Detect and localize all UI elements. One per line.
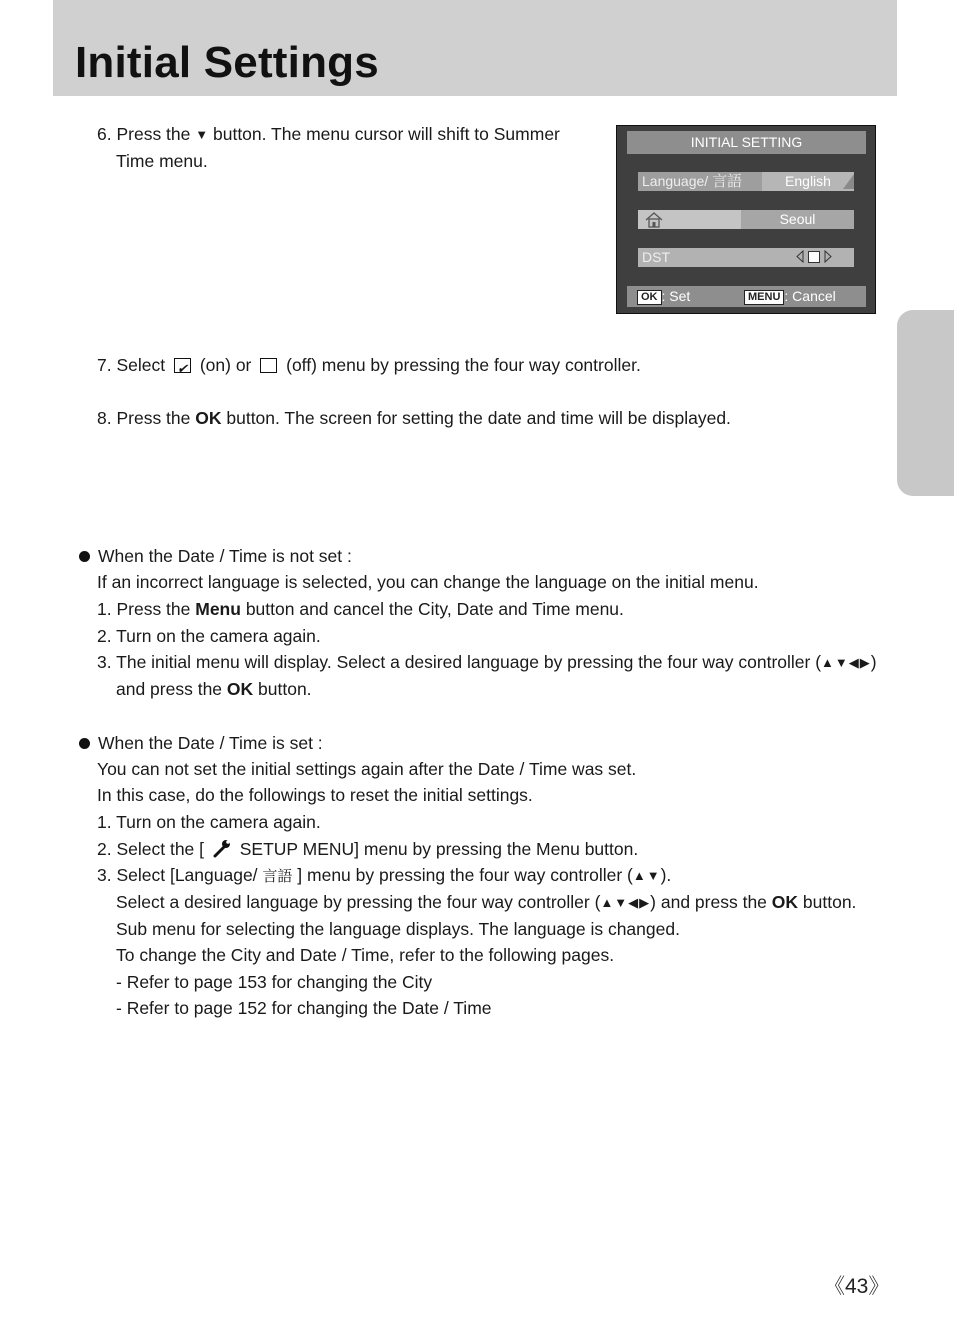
city-value: Seoul — [741, 210, 854, 229]
step-6-line-2: Time menu. — [116, 151, 208, 171]
is-set-line: To change the City and Date / Time, refer to the following pages. — [116, 945, 615, 965]
language-row: Language/ 言語 English — [638, 172, 854, 191]
menu-key-icon: MENU — [744, 290, 784, 305]
not-set-heading: When the Date / Time is not set : — [79, 543, 352, 569]
not-set-line: 1. Press the Menu button and cancel the City, Date and Time menu. — [97, 599, 624, 619]
is-set-line: 2. Select the [ SETUP MENU] menu by pressing the Menu button. — [97, 839, 639, 859]
home-icon — [644, 211, 664, 228]
is-set-line: 1. Turn on the camera again. — [97, 812, 321, 832]
is-set-line: You can not set the initial settings again after the Date / Time was set. — [97, 759, 637, 779]
page-title: Initial Settings — [75, 38, 379, 87]
is-set-line: - Refer to page 152 for changing the Date / Time — [116, 998, 492, 1018]
four-way-arrows-icon: ▲▼◀▶ — [821, 655, 871, 670]
screen-footer: OK : Set MENU : Cancel — [627, 286, 866, 307]
language-kanji: 言語 — [712, 173, 743, 190]
dst-toggle — [796, 250, 832, 263]
page-number: 《43》 — [824, 1275, 890, 1298]
up-down-arrows-icon: ▲▼ — [632, 868, 661, 883]
left-arrow-icon — [796, 250, 804, 263]
is-set-line: Select a desired language by pressing the four way controller (▲▼◀▶) and press the OK button. — [116, 892, 857, 912]
not-set-line: and press the OK button. — [116, 679, 312, 699]
is-set-heading: When the Date / Time is set : — [79, 730, 323, 756]
side-section-tab — [897, 310, 954, 496]
checkbox-off-icon — [808, 251, 820, 263]
right-corner-icon — [843, 174, 854, 189]
checkbox-on-icon — [174, 358, 191, 373]
header-band — [53, 0, 897, 96]
screen-title: INITIAL SETTING — [627, 131, 866, 154]
is-set-line: In this case, do the followings to reset the initial settings. — [97, 785, 533, 805]
four-way-arrows-icon: ▲▼◀▶ — [600, 895, 651, 910]
not-set-line: 2. Turn on the camera again. — [97, 626, 321, 646]
step-8: 8. Press the OK button. The screen for setting the date and time will be displayed. — [97, 408, 731, 428]
is-set-line: - Refer to page 153 for changing the City — [116, 972, 433, 992]
dst-row: DST — [638, 248, 854, 267]
bullet-icon — [79, 738, 90, 749]
down-arrow-icon: ▼ — [195, 127, 209, 142]
not-set-line: 3. The initial menu will display. Select a desired language by pressing the four way controller (▲▼◀▶) — [97, 652, 877, 672]
ok-key-icon: OK — [637, 290, 662, 305]
right-arrow-icon — [824, 250, 832, 263]
is-set-line: Sub menu for selecting the language displays. The language is changed. — [116, 919, 680, 939]
is-set-line: 3. Select [Language/ 言語 ] menu by pressing the four way controller (▲▼). — [97, 865, 672, 885]
bullet-icon — [79, 551, 90, 562]
city-row — [638, 210, 854, 229]
not-set-line: If an incorrect language is selected, you can change the language on the initial menu. — [97, 572, 759, 592]
step-6-line-1: 6. Press the ▼ button. The menu cursor will shift to Summer — [97, 121, 560, 148]
step-7: 7. Select ✔ (on) or (off) menu by pressing the four way controller. — [97, 352, 641, 378]
wrench-icon — [212, 838, 232, 858]
checkbox-off-icon — [260, 358, 277, 373]
camera-lcd-screen — [616, 125, 876, 314]
language-value: English — [762, 172, 854, 191]
